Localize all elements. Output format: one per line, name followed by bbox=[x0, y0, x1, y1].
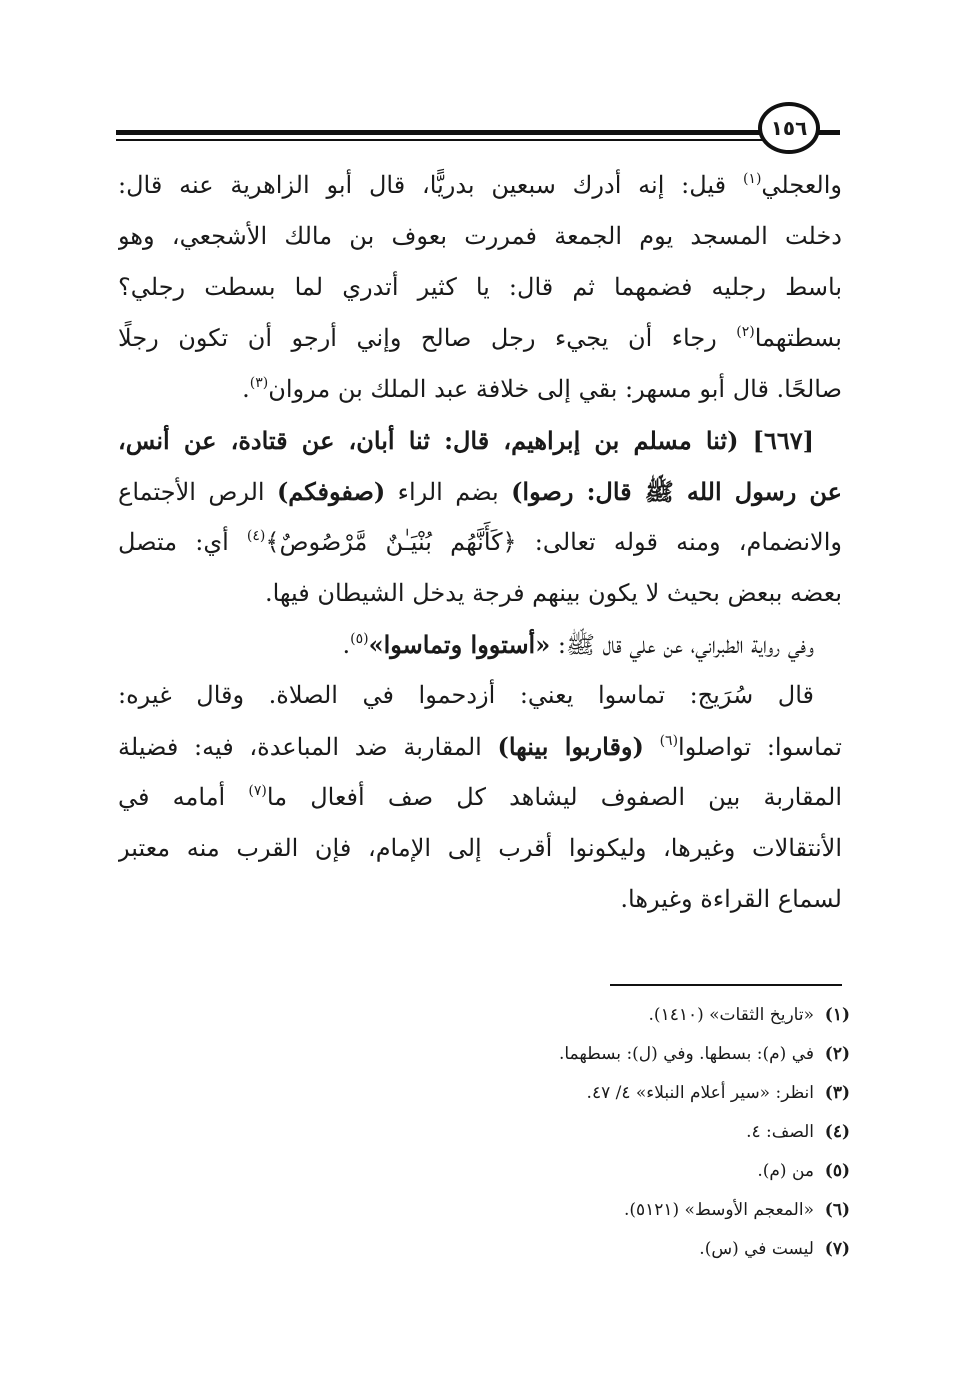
footnotes bbox=[400, 996, 850, 1269]
text-segment: لسماع القراءة وغيرها. bbox=[620, 885, 842, 913]
text-segment: بسطتهما bbox=[754, 324, 842, 352]
text-line bbox=[118, 211, 842, 262]
text-line bbox=[118, 568, 842, 619]
main-text bbox=[118, 160, 842, 925]
text-line bbox=[118, 823, 842, 874]
text-segment: قال سُرَيج: تماسوا يعني: أزدحموا في الصلاة. وقال غيره: bbox=[118, 681, 814, 709]
text-segment: باسط رجليه فضمهما ثم قال: يا كثير أتدري لما بسطت رجلي؟ bbox=[118, 273, 842, 301]
text-segment: والعجلي bbox=[761, 171, 842, 199]
text-segment: الأنتقالات وغيرها، وليكونوا أقرب إلى الإمام، فإن القرب منه معتبر bbox=[118, 834, 842, 862]
footnote-text: الصف: ٤. bbox=[746, 1122, 814, 1142]
footnote-item bbox=[400, 1191, 850, 1230]
text-segment: وفي رواية الطبراني، عن علي قال ﷺ: bbox=[550, 631, 814, 659]
text-segment: . bbox=[242, 375, 250, 403]
text-segment: المقاربة ضد المباعدة، فيه: فضيلة bbox=[118, 733, 498, 761]
text-line bbox=[118, 466, 842, 517]
text-line bbox=[118, 517, 842, 568]
footnote-number: (٦) bbox=[824, 1200, 850, 1220]
footnote-number: (٧) bbox=[824, 1239, 850, 1259]
text-segment: [٦٦٧] (ثنا مسلم بن إبراهيم، قال: ثنا أبان، عن قتادة، عن أنس، bbox=[118, 426, 814, 455]
text-segment: «أستووا وتماسوا» bbox=[368, 630, 551, 659]
text-segment: الرص الأجتماع bbox=[118, 478, 277, 506]
footnote-marker: (٥) bbox=[350, 631, 369, 647]
text-segment: دخلت المسجد يوم الجمعة فمررت بعوف بن مالك الأشجعي، وهو bbox=[118, 222, 842, 250]
text-segment bbox=[644, 733, 660, 761]
footnote-item bbox=[400, 996, 850, 1035]
page-header bbox=[116, 96, 840, 160]
text-line bbox=[118, 160, 842, 211]
text-line bbox=[118, 364, 842, 415]
text-segment: بعضه ببعض بحيث لا يكون بينهم فرجة يدخل الشيطان فيها. bbox=[264, 579, 842, 607]
footnote-separator bbox=[610, 984, 842, 986]
footnote-marker: (٧) bbox=[248, 783, 267, 799]
text-line bbox=[118, 772, 842, 823]
footnote-marker: (٤) bbox=[246, 528, 266, 544]
footnote-item bbox=[400, 1074, 850, 1113]
text-segment: . bbox=[342, 631, 351, 659]
footnote-number: (١) bbox=[824, 1005, 850, 1025]
text-segment: والانضمام، ومنه قوله تعالى: ﴿كَأَنَّهُم بُنْيَـٰنٌ مَّرْصُوصٌ﴾ bbox=[265, 528, 842, 556]
footnote-marker: (٣) bbox=[249, 375, 269, 391]
page-number-oval bbox=[758, 102, 820, 154]
footnote-number: (٣) bbox=[824, 1083, 850, 1103]
text-segment: المقاربة بين الصفوف ليشاهد كل صف أفعال ما bbox=[266, 783, 842, 811]
header-rule-thin bbox=[116, 139, 764, 141]
text-line bbox=[118, 874, 842, 925]
text-segment: صالحًا. قال أبو مسهر: بقي إلى خلافة عبد الملك بن مروان bbox=[268, 375, 842, 403]
footnote-marker: (١) bbox=[742, 171, 762, 187]
text-segment: تماسوا: تواصلوا bbox=[678, 733, 842, 761]
footnote-number: (٤) bbox=[824, 1122, 850, 1142]
page-number: ١٥٦ bbox=[770, 116, 808, 140]
footnote-number: (٢) bbox=[824, 1044, 850, 1064]
footnote-text: في (م): بسطها. وفي (ل): بسطهما. bbox=[558, 1044, 814, 1064]
footnote-item bbox=[400, 1035, 850, 1074]
footnote-marker: (٢) bbox=[736, 324, 755, 340]
text-segment: (صفوفكم) bbox=[276, 477, 386, 506]
text-segment: بضم الراء bbox=[385, 478, 512, 506]
footnote-text: انظر: «سير أعلام النبلاء» ٤/ ٤٧. bbox=[586, 1083, 814, 1103]
text-line bbox=[118, 721, 842, 772]
footnote-number: (٥) bbox=[824, 1161, 850, 1181]
text-line bbox=[118, 415, 842, 466]
footnote-item bbox=[400, 1113, 850, 1152]
text-line bbox=[118, 313, 842, 364]
footnote-marker: (٦) bbox=[659, 733, 679, 749]
footnote-item bbox=[400, 1152, 850, 1191]
text-segment: رجاء أن يجيء رجل صالح وإني أرجو أن تكون رجلًا bbox=[118, 324, 737, 352]
text-segment: (وقاربوا بينها) bbox=[497, 732, 644, 761]
text-segment: أي: متصل bbox=[118, 528, 247, 556]
text-segment: قيل: إنه أدرك سبعين بدريًّا، قال أبو الزاهرية عنه قال: bbox=[118, 171, 743, 199]
text-segment: عن رسول الله ﷺ قال: رصوا) bbox=[511, 477, 842, 506]
footnote-item bbox=[400, 1230, 850, 1269]
header-rule-thick bbox=[116, 130, 764, 135]
footnote-text: «المعجم الأوسط» (٥١٢١). bbox=[623, 1200, 814, 1220]
footnote-text: من (م). bbox=[757, 1161, 814, 1181]
text-line bbox=[118, 619, 842, 670]
footnote-text: ليست في (س). bbox=[699, 1239, 814, 1259]
text-line bbox=[118, 262, 842, 313]
footnote-text: «تاريخ الثقات» (١٤١٠). bbox=[648, 1005, 814, 1025]
text-segment: أمامه في bbox=[118, 783, 249, 811]
text-line bbox=[118, 670, 842, 721]
